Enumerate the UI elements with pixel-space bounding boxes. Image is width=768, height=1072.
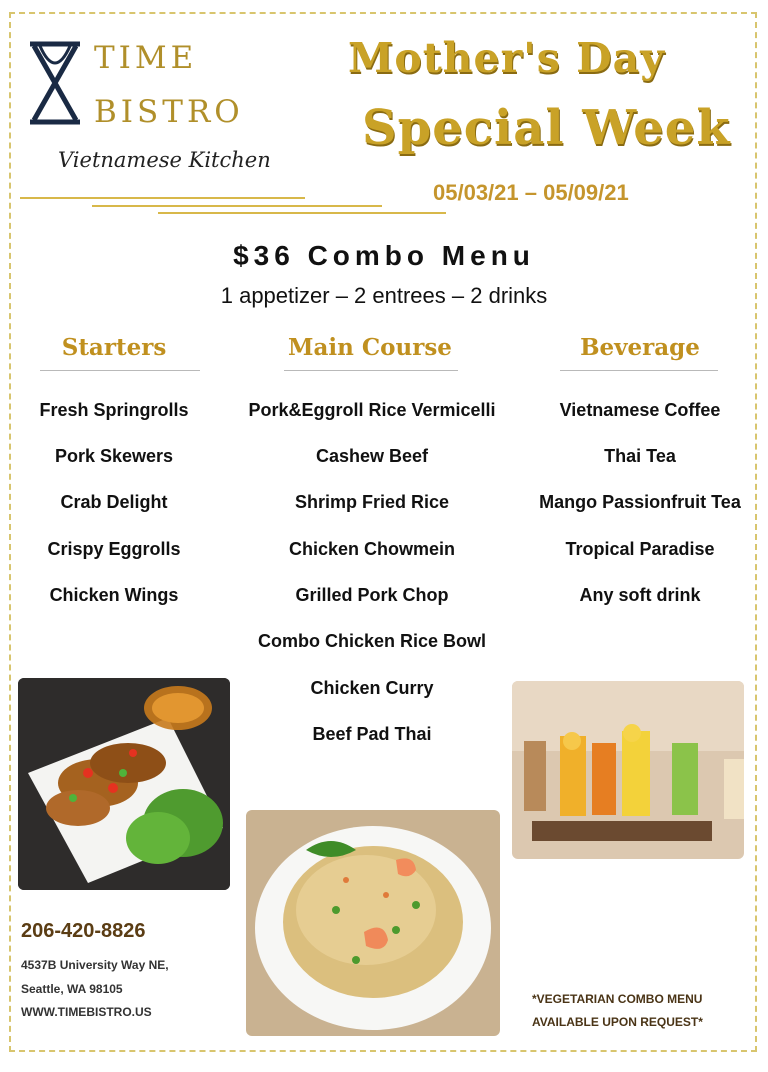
divider-line — [158, 212, 446, 214]
main-item: Shrimp Fried Rice — [294, 492, 450, 512]
phone-number[interactable]: 206-420-8826 — [21, 920, 146, 942]
main-item: Cashew Beef — [315, 446, 429, 466]
chicken-wings-photo — [18, 678, 230, 890]
vegetarian-note-line2: AVAILABLE UPON REQUEST* — [532, 1015, 703, 1029]
beverage-item: Tropical Paradise — [565, 539, 715, 559]
beverage-heading: Beverage — [580, 334, 700, 361]
starters-heading: Starters — [61, 334, 167, 361]
brand-name-line2: BISTRO — [94, 94, 244, 130]
shrimp-fried-rice-photo — [246, 810, 500, 1036]
hourglass-logo-icon — [26, 40, 84, 131]
divider-line — [92, 205, 382, 207]
brand-name-line1: TIME — [94, 40, 198, 76]
divider-line — [20, 197, 305, 199]
brand-tagline: Vietnamese Kitchen — [58, 148, 271, 172]
beverage-item: Vietnamese Coffee — [559, 400, 721, 420]
starters-underline — [40, 370, 200, 371]
main-course-heading: Main Course — [288, 334, 452, 361]
starter-item: Pork Skewers — [54, 446, 174, 466]
address-line2: Seattle, WA 98105 — [21, 982, 123, 996]
headline-line1: Mother's Day — [348, 34, 666, 82]
website-link[interactable]: WWW.TIMEBISTRO.US — [21, 1005, 152, 1019]
main-item: Combo Chicken Rice Bowl — [257, 631, 487, 651]
vegetarian-note-line1: *VEGETARIAN COMBO MENU — [532, 992, 703, 1006]
drinks-photo — [512, 681, 744, 859]
beverage-item: Thai Tea — [604, 446, 676, 466]
beverage-underline — [560, 370, 718, 371]
starter-item: Fresh Springrolls — [39, 400, 189, 420]
main-item: Pork&Eggroll Rice Vermicelli — [248, 400, 496, 420]
headline-line2: Special Week — [362, 100, 731, 156]
combo-subtitle: 1 appetizer – 2 entrees – 2 drinks — [220, 283, 548, 308]
main-item: Grilled Pork Chop — [295, 585, 449, 605]
starter-item: Crispy Eggrolls — [47, 539, 181, 559]
beverage-item: Any soft drink — [579, 585, 701, 605]
date-range: 05/03/21 – 05/09/21 — [433, 180, 629, 205]
address-line1: 4537B University Way NE, — [21, 958, 169, 972]
starter-item: Chicken Wings — [49, 585, 179, 605]
main-course-underline — [284, 370, 458, 371]
main-item: Chicken Curry — [310, 678, 434, 698]
starter-item: Crab Delight — [60, 492, 168, 512]
main-item: Beef Pad Thai — [312, 724, 432, 744]
beverage-item: Mango Passionfruit Tea — [539, 492, 741, 512]
main-item: Chicken Chowmein — [288, 539, 456, 559]
combo-title: $36 Combo Menu — [233, 240, 535, 271]
